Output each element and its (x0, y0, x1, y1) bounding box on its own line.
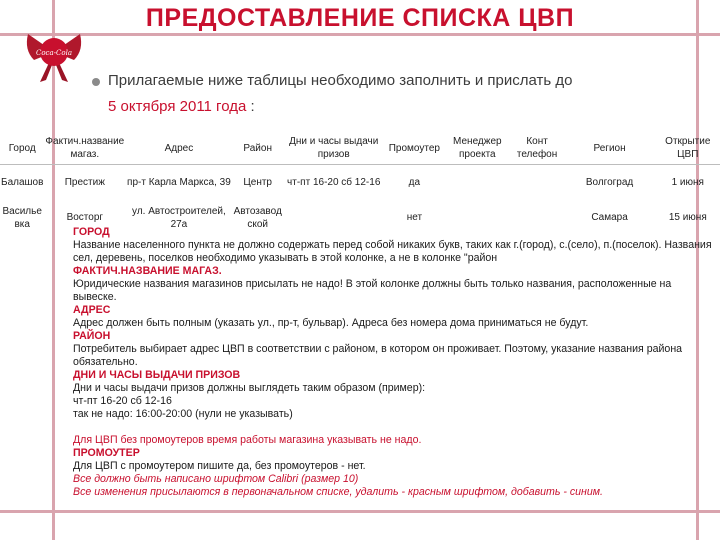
note-text-adres: Адрес должен быть полным (указать ул., пр-т, бульвар). Адреса без номера дома приниматься не будут. (73, 317, 589, 329)
col-header: Промоутер (388, 142, 440, 154)
note-text-dni-2: чт-пт 16-20 сб 12-16 (73, 395, 172, 407)
note-text-dni-1: Дни и часы выдачи призов должны выглядеть таким образом (пример): (73, 382, 426, 394)
col-header: Город (8, 142, 36, 154)
spacer (73, 421, 713, 434)
col-header: Адрес (164, 142, 194, 154)
note-heading-gorod: ГОРОД (73, 226, 110, 238)
page-title: ПРЕДОСТАВЛЕНИЕ СПИСКА ЦВП (145, 4, 575, 32)
instructions-notes (73, 226, 713, 499)
note-text-rayon: Потребитель выбирает адрес ЦВП в соответствии с районом, в котором он проживает. Поэтому, указание названия района обязательно. (73, 343, 683, 368)
table-cell: Автозавод ской (233, 205, 282, 230)
note-text-promoter: Для ЦВП с промоутером пишите да, без промоутеров - нет. (73, 460, 366, 472)
note-no-promoter: Для ЦВП без промоутеров время работы магазина указывать не надо. (73, 434, 422, 446)
col-header: Конт телефон (516, 136, 558, 160)
note-heading-adres: АДРЕС (73, 304, 111, 316)
table-cell: да (408, 177, 421, 189)
table-cell: Василье вка (2, 205, 42, 230)
note-heading-promoter: ПРОМОУТЕР (73, 447, 140, 459)
note-heading-dni: ДНИ И ЧАСЫ ВЫДАЧИ ПРИЗОВ (73, 369, 241, 381)
deadline-date: 5 октября 2011 года (108, 98, 247, 115)
table-row (0, 165, 720, 202)
table-cell: нет (406, 212, 423, 224)
note-font: Все должно быть написано шрифтом Calibri (размер 10) (73, 473, 359, 485)
col-header: Район (243, 142, 272, 154)
note-heading-rayon: РАЙОН (73, 330, 111, 342)
col-header: Открытие ЦВП (665, 136, 711, 160)
col-header: Регион (593, 142, 626, 154)
table-cell: 15 июня (668, 212, 707, 224)
table-header-row (0, 132, 720, 165)
table-cell: чт-пт 16-20 сб 12-16 (287, 177, 381, 189)
note-changes: Все изменения присылаются в первоначальном списке, удалить - красным шрифтом, добавить - синим. (73, 486, 603, 498)
table-cell (444, 165, 511, 202)
logo-text: Coca-Cola (35, 49, 73, 57)
table-cell (511, 165, 564, 202)
table-cell: Волгоград (585, 177, 634, 189)
table-cell: пр-т Карла Маркса, 39 (127, 177, 231, 189)
table-cell: Престиж (64, 177, 105, 189)
note-text-dni-3: так не надо: 16:00-20:00 (нули не указывать) (73, 408, 293, 420)
table-cell: ул. Автостроителей, 27а (132, 205, 226, 230)
col-header: Дни и часы выдачи призов (289, 136, 379, 160)
instruction-deadline (108, 98, 255, 115)
table-cell: 1 июня (671, 177, 704, 189)
bullet-icon (92, 78, 100, 86)
instruction-text: Прилагаемые ниже таблицы необходимо заполнить и прислать до (108, 72, 573, 89)
ribbon-horizontal-bottom (0, 510, 720, 513)
ribbon-horizontal-top (0, 33, 720, 36)
note-text-gorod: Название населенного пункта не должно содержать перед собой никаких букв, таких как г.(город), с.(село), п.(поселок). Названия сел, деревень, поселков необходимо указывать в этой колонке, а не в колонке "район (73, 239, 712, 264)
note-heading-magaz: ФАКТИЧ.НАЗВАНИЕ МАГАЗ. (73, 265, 222, 277)
table-cell: Самара (591, 212, 628, 224)
table-cell: Восторг (66, 212, 104, 224)
col-header: Менеджер проекта (453, 136, 502, 160)
register-table (0, 132, 720, 235)
table-cell: Центр (243, 177, 272, 189)
deadline-colon: : (250, 98, 255, 115)
table-cell: Балашов (1, 177, 44, 189)
note-text-magaz: Юридические названия магазинов присылать не надо! В этой колонке должны быть только названия, расположенные на вывеске. (73, 278, 672, 303)
col-header: Фактич.название магаз. (45, 136, 125, 160)
